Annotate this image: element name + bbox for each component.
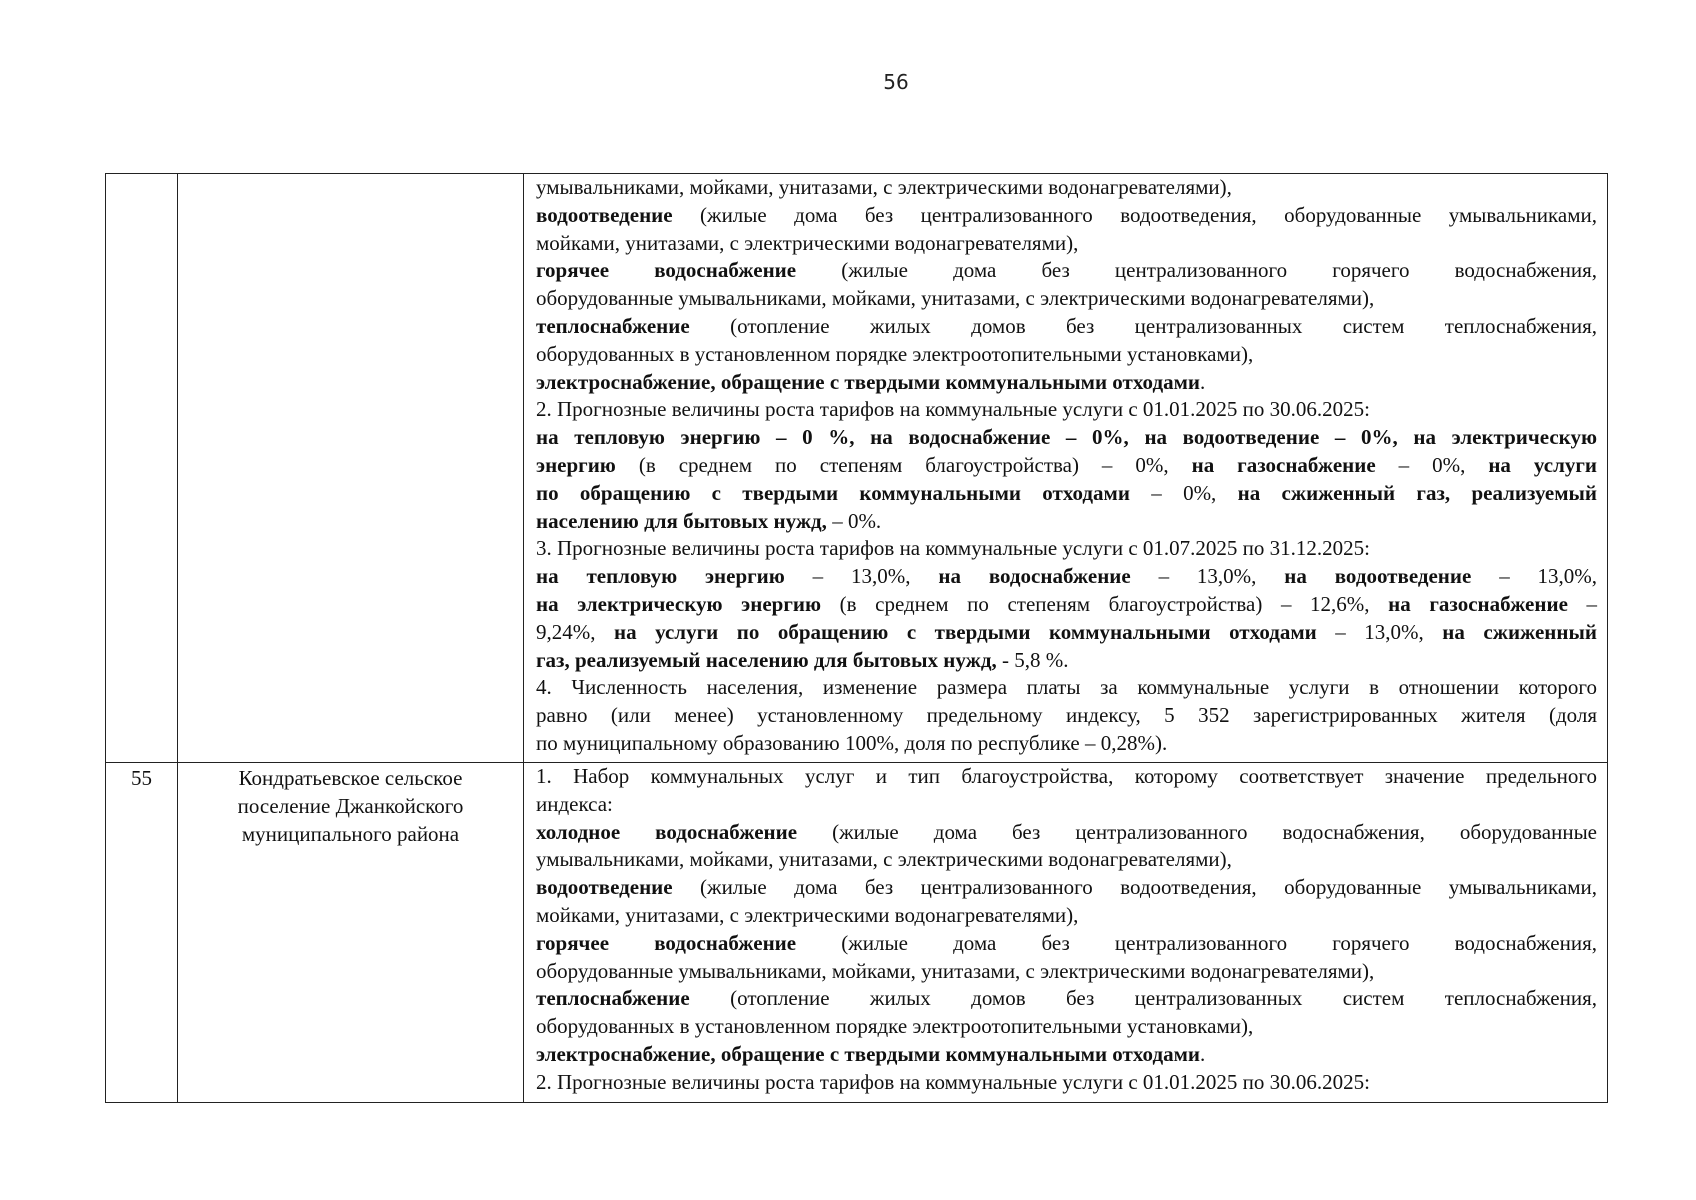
text-line bbox=[536, 1041, 1597, 1069]
text-line bbox=[536, 791, 1597, 819]
regular-text: – 13,0%, bbox=[1130, 564, 1285, 589]
regular-text: 4. Численность населения, изменение размера платы за коммунальные услуги в отношении которого bbox=[536, 675, 1597, 700]
regular-text: – 0%, bbox=[1129, 480, 1238, 505]
text-line bbox=[536, 985, 1597, 1013]
bold-text: на водоотведение bbox=[1284, 564, 1472, 589]
regular-text: 1. Набор коммунальных услуг и тип благоустройства, которому соответствует значение предельного bbox=[536, 764, 1597, 788]
regular-text: оборудованных в установленном порядке электроотопительными установками), bbox=[536, 1014, 1254, 1039]
bold-text: на сжиженный газ, реализуемый bbox=[1237, 480, 1598, 505]
tariff-table bbox=[105, 173, 1608, 1103]
bold-text: на газоснабжение bbox=[1191, 452, 1376, 477]
regular-text: индекса: bbox=[536, 791, 613, 816]
regular-text: оборудованные умывальниками, мойками, унитазами, с электрическими водонагревателями), bbox=[536, 286, 1375, 311]
bold-text: населению для бытовых нужд, bbox=[536, 508, 827, 533]
text-line bbox=[536, 257, 1597, 285]
text-line bbox=[536, 202, 1597, 230]
regular-text: – 0%, bbox=[1375, 452, 1489, 477]
bold-text: по обращению с твердыми коммунальными отходами bbox=[536, 480, 1130, 505]
text-line bbox=[536, 424, 1597, 452]
text-line bbox=[536, 619, 1597, 647]
regular-text: (отопление жилых домов без централизованных систем теплоснабжения, bbox=[689, 313, 1597, 338]
text-line bbox=[536, 647, 1597, 675]
row-number: 55 bbox=[106, 763, 178, 1103]
regular-text: 3. Прогнозные величины роста тарифов на коммунальные услуги с 01.07.2025 по 31.12.2025: bbox=[536, 536, 1370, 561]
text-line bbox=[536, 508, 1597, 536]
regular-text: . bbox=[1199, 369, 1206, 394]
regular-text: умывальниками, мойками, унитазами, с электрическими водонагревателями), bbox=[536, 847, 1232, 872]
text-line bbox=[536, 674, 1597, 702]
bold-text: теплоснабжение bbox=[536, 313, 690, 338]
text-line bbox=[536, 763, 1597, 791]
text-line bbox=[536, 563, 1597, 591]
text-line bbox=[536, 369, 1597, 397]
regular-text: (в среднем по степеням благоустройства) – 0%, bbox=[615, 452, 1192, 477]
regular-text: – 13,0%, bbox=[1316, 619, 1443, 644]
text-line bbox=[536, 902, 1597, 930]
text-line bbox=[536, 313, 1597, 341]
regular-text: – bbox=[1567, 591, 1598, 616]
text-line bbox=[536, 958, 1597, 986]
bold-text: горячее водоснабжение bbox=[536, 258, 797, 283]
regular-text: умывальниками, мойками, унитазами, с электрическими водонагревателями), bbox=[536, 175, 1232, 199]
text-line bbox=[536, 174, 1597, 202]
regular-text: оборудованные умывальниками, мойками, унитазами, с электрическими водонагревателями), bbox=[536, 958, 1375, 983]
regular-text: - 5,8 %. bbox=[996, 647, 1069, 672]
regular-text: (жилые дома без централизованного водоснабжения, оборудованные bbox=[797, 819, 1597, 844]
text-line bbox=[536, 930, 1597, 958]
bold-text: водоотведение bbox=[536, 875, 673, 900]
regular-text: (в среднем по степеням благоустройства) – 12,6%, bbox=[821, 591, 1389, 616]
bold-text: на водоснабжение bbox=[938, 564, 1131, 589]
regular-text: . bbox=[1199, 1041, 1206, 1066]
table-row bbox=[106, 763, 1608, 1103]
bold-text: горячее водоснабжение bbox=[536, 930, 797, 955]
text-line bbox=[536, 846, 1597, 874]
bold-text: на тепловую энергию – 0 %, на водоснабжение – 0%, на водоотведение – 0%, на электрическую bbox=[536, 425, 1597, 450]
bold-text: на услуги bbox=[1488, 452, 1597, 477]
regular-text: равно (или менее) установленному предельному индексу, 5 352 зарегистрированных жителя (доля bbox=[536, 703, 1597, 728]
text-line bbox=[536, 480, 1597, 508]
bold-text: водоотведение bbox=[536, 202, 673, 227]
text-line bbox=[536, 1069, 1597, 1097]
text-line bbox=[536, 702, 1597, 730]
regular-text: оборудованных в установленном порядке электроотопительными установками), bbox=[536, 341, 1254, 366]
text-line bbox=[536, 285, 1597, 313]
text-line bbox=[536, 591, 1597, 619]
text-line bbox=[536, 1013, 1597, 1041]
bold-text: газ, реализуемый населению для бытовых нужд, bbox=[536, 647, 997, 672]
page-number: 56 bbox=[883, 70, 909, 94]
bold-text: на газоснабжение bbox=[1388, 591, 1568, 616]
regular-text: мойками, унитазами, с электрическими водонагревателями), bbox=[536, 902, 1079, 927]
regular-text: (отопление жилых домов без централизованных систем теплоснабжения, bbox=[689, 986, 1597, 1011]
row-description bbox=[524, 174, 1608, 763]
text-line bbox=[536, 535, 1597, 563]
bold-text: холодное водоснабжение bbox=[536, 819, 798, 844]
regular-text: 9,24%, bbox=[536, 619, 615, 644]
regular-text: (жилые дома без централизованного горячего водоснабжения, bbox=[796, 930, 1597, 955]
text-line bbox=[536, 230, 1597, 258]
bold-text: на услуги по обращению с твердыми коммунальными отходами bbox=[614, 619, 1317, 644]
table-row bbox=[106, 174, 1608, 763]
regular-text: мойками, унитазами, с электрическими водонагревателями), bbox=[536, 230, 1079, 255]
bold-text: на сжиженный bbox=[1442, 619, 1598, 644]
row-description bbox=[524, 763, 1608, 1103]
regular-text: – 13,0%, bbox=[784, 564, 939, 589]
municipality-name: Кондратьевское сельское поселение Джанкойского муниципального района bbox=[178, 763, 524, 1103]
regular-text: (жилые дома без централизованного водоотведения, оборудованные умывальниками, bbox=[672, 202, 1597, 227]
text-line bbox=[536, 396, 1597, 424]
regular-text: 2. Прогнозные величины роста тарифов на коммунальные услуги с 01.01.2025 по 30.06.2025: bbox=[536, 1069, 1370, 1094]
regular-text: – 13,0%, bbox=[1471, 564, 1598, 589]
text-line bbox=[536, 452, 1597, 480]
bold-text: электроснабжение, обращение с твердыми коммунальными отходами bbox=[536, 1041, 1200, 1066]
regular-text: (жилые дома без централизованного горячего водоснабжения, bbox=[796, 258, 1597, 283]
regular-text: 2. Прогнозные величины роста тарифов на коммунальные услуги с 01.01.2025 по 30.06.2025: bbox=[536, 397, 1370, 422]
bold-text: теплоснабжение bbox=[536, 986, 690, 1011]
bold-text: энергию bbox=[536, 452, 616, 477]
bold-text: на тепловую энергию bbox=[536, 564, 785, 589]
text-line bbox=[536, 819, 1597, 847]
regular-text: – 0%. bbox=[826, 508, 882, 533]
regular-text: (жилые дома без централизованного водоотведения, оборудованные умывальниками, bbox=[672, 875, 1597, 900]
text-line bbox=[536, 730, 1597, 758]
municipality-name bbox=[178, 174, 524, 763]
text-line bbox=[536, 874, 1597, 902]
regular-text: по муниципальному образованию 100%, доля по республике – 0,28%). bbox=[536, 730, 1168, 755]
text-line bbox=[536, 341, 1597, 369]
row-number bbox=[106, 174, 178, 763]
bold-text: на электрическую энергию bbox=[536, 591, 822, 616]
bold-text: электроснабжение, обращение с твердыми коммунальными отходами bbox=[536, 369, 1200, 394]
